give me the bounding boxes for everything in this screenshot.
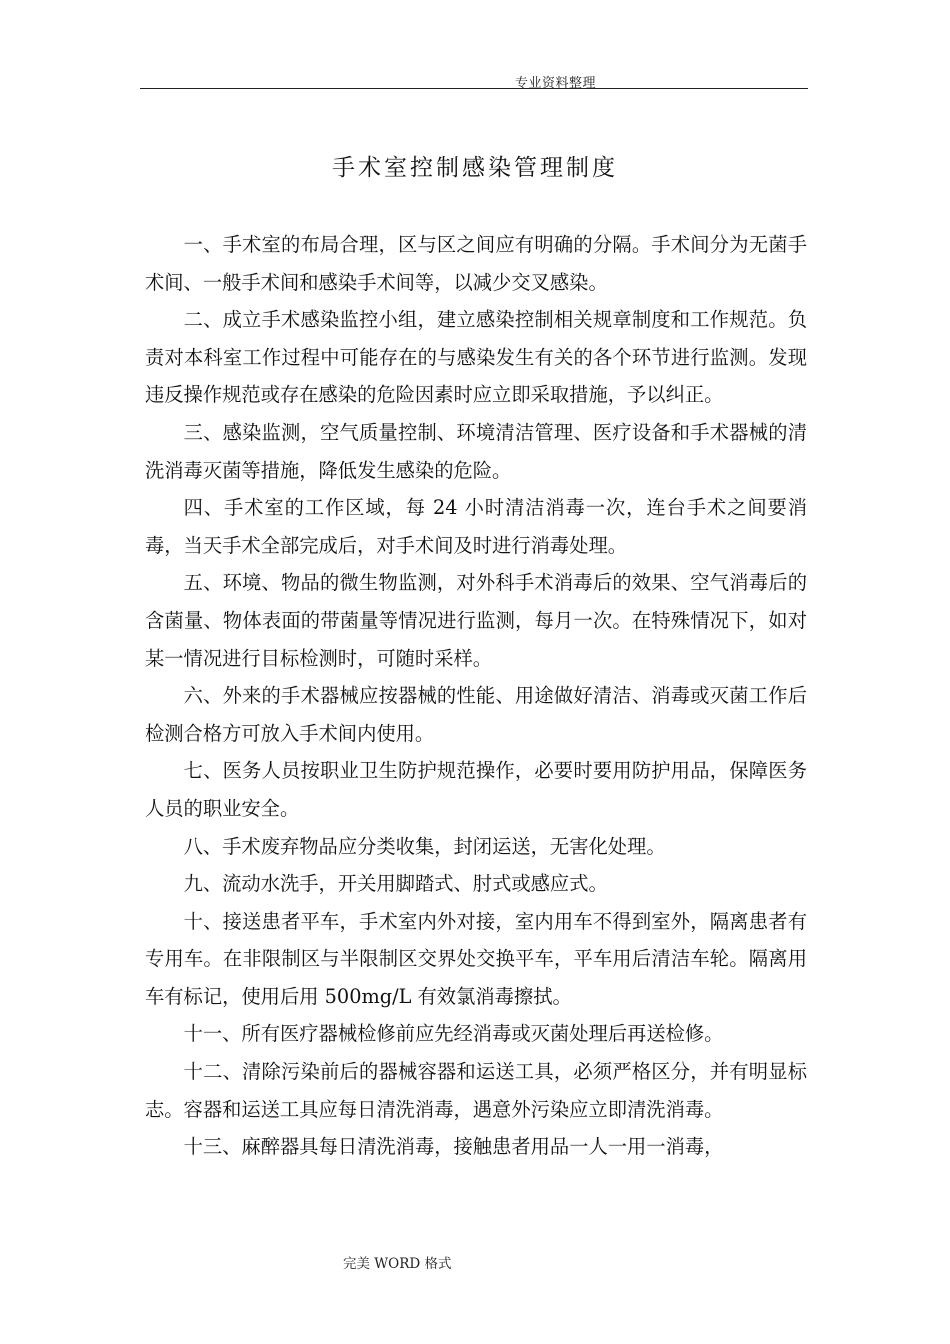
paragraph-9: 九、流动水洗手，开关用脚踏式、肘式或感应式。	[183, 872, 608, 896]
paragraph-10: 十、接送患者平车，手术室内外对接，室内用车不得到室外，隔离患者有专用车。在非限制区与半限制区交界处交换平车，平车用后清洁车轮。隔离用车有标记，使用后用 500mg/L 有效氯消毒擦拭。	[145, 909, 807, 1008]
document-body	[145, 226, 807, 1166]
paragraph-11: 十一、所有医疗器械检修前应先经消毒或灭菌处理后再送检修。	[183, 1022, 724, 1046]
paragraph-3: 三、感染监测，空气质量控制、环境清洁管理、医疗设备和手术器械的清洗消毒灭菌等措施，降低发生感染的危险。	[145, 420, 807, 482]
document-title: 手术室控制感染管理制度	[332, 155, 618, 181]
header-divider	[140, 88, 808, 89]
paragraph-1: 一、手术室的布局合理，区与区之间应有明确的分隔。手术间分为无菌手术间、一般手术间和感染手术间等，以减少交叉感染。	[145, 233, 807, 294]
paragraph-2: 二、成立手术感染监控小组，建立感染控制相关规章制度和工作规范。负责对本科室工作过程中可能存在的与感染发生有关的各个环节进行监测。发现违反操作规范或存在感染的危险因素时应立即采取措施，予以纠正。	[145, 308, 807, 407]
paragraph-5: 五、环境、物品的微生物监测，对外科手术消毒后的效果、空气消毒后的含菌量、物体表面的带菌量等情况进行监测，每月一次。在特殊情况下，如对某一情况进行目标检测时，可随时采样。	[145, 571, 807, 670]
paragraph-4: 四、手术室的工作区域，每 24 小时清洁消毒一次，连台手术之间要消毒，当天手术全部完成后，对手术间及时进行消毒处理。	[145, 496, 807, 557]
page-footer-label: 完美 WORD 格式	[343, 1256, 452, 1272]
paragraph-13: 十三、麻醉器具每日清洗消毒，接触患者用品一人一用一消毒，	[183, 1135, 724, 1159]
paragraph-12: 十二、清除污染前后的器械容器和运送工具，必须严格区分，并有明显标志。容器和运送工具应每日清洗消毒，遇意外污染应立即清洗消毒。	[145, 1060, 807, 1121]
paragraph-6: 六、外来的手术器械应按器械的性能、用途做好清洁、消毒或灭菌工作后检测合格方可放入手术间内使用。	[145, 684, 807, 745]
paragraph-7: 七、医务人员按职业卫生防护规范操作，必要时要用防护用品，保障医务人员的职业安全。	[145, 759, 807, 820]
paragraph-8: 八、手术废弃物品应分类收集，封闭运送，无害化处理。	[183, 834, 666, 858]
page-header-label: 专业资料整理	[515, 76, 597, 91]
